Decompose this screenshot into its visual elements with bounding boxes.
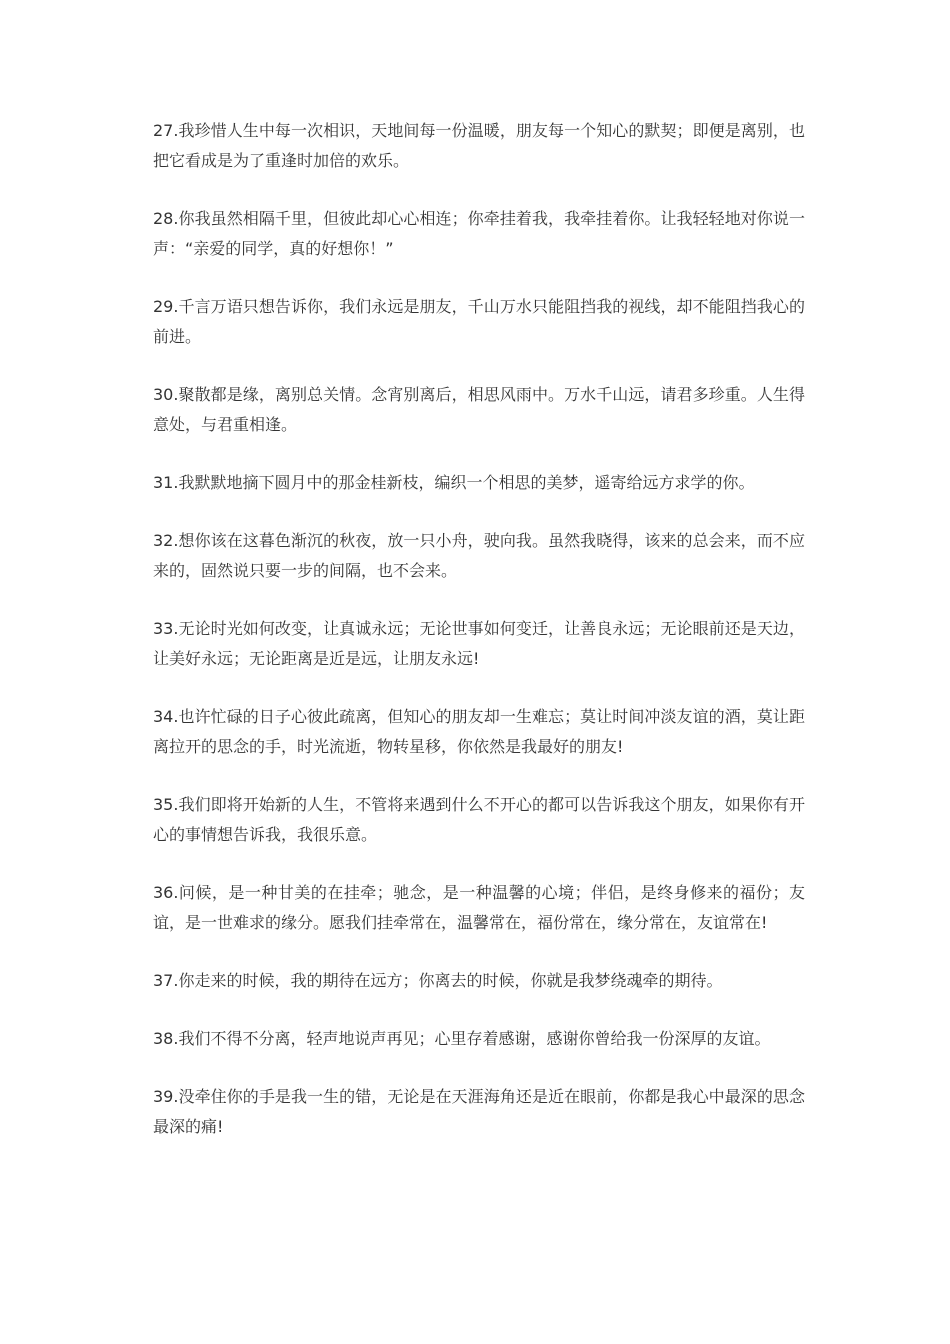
paragraph-31: 31.我默默地摘下圆月中的那金桂新枝，编织一个相思的美梦，遥寄给远方求学的你。 [153,473,755,492]
paragraph-37: 37.你走来的时候，我的期待在远方；你离去的时候，你就是我梦绕魂牵的期待。 [153,971,723,990]
paragraph-36: 36.问候，是一种甘美的在挂牵；驰念，是一种温馨的心境；伴侣，是终身修来的福份；友谊，是一世难求的缘分。愿我们挂牵常在，温馨常在，福份常在，缘分常在，友谊常在! [153,883,805,932]
paragraph-35: 35.我们即将开始新的人生，不管将来遇到什么不开心的都可以告诉我这个朋友，如果你有开心的事情想告诉我，我很乐意。 [153,795,805,844]
document-body [153,116,805,1170]
paragraph-38: 38.我们不得不分离，轻声地说声再见；心里存着感谢，感谢你曾给我一份深厚的友谊。 [153,1029,771,1048]
paragraph-32: 32.想你该在这暮色渐沉的秋夜，放一只小舟，驶向我。虽然我晓得，该来的总会来，而不应来的，固然说只要一步的间隔，也不会来。 [153,531,805,580]
paragraph-34: 34.也许忙碌的日子心彼此疏离，但知心的朋友却一生难忘；莫让时间冲淡友谊的酒，莫让距离拉开的思念的手，时光流逝，物转星移，你依然是我最好的朋友! [153,707,805,756]
paragraph-28: 28.你我虽然相隔千里，但彼此却心心相连；你牵挂着我，我牵挂着你。让我轻轻地对你说一声：“亲爱的同学，真的好想你！” [153,209,805,258]
paragraph-39: 39.没牵住你的手是我一生的错，无论是在天涯海角还是近在眼前，你都是我心中最深的思念最深的痛! [153,1087,805,1136]
paragraph-33: 33.无论时光如何改变，让真诚永远；无论世事如何变迁，让善良永远；无论眼前还是天边，让美好永远；无论距离是近是远，让朋友永远! [153,619,805,668]
paragraph-29: 29.千言万语只想告诉你，我们永远是朋友，千山万水只能阻挡我的视线，却不能阻挡我心的前进。 [153,297,805,346]
paragraph-30: 30.聚散都是缘，离别总关情。念宵别离后，相思风雨中。万水千山远，请君多珍重。人生得意处，与君重相逢。 [153,385,805,434]
paragraph-27: 27.我珍惜人生中每一次相识，天地间每一份温暖，朋友每一个知心的默契；即便是离别，也把它看成是为了重逢时加倍的欢乐。 [153,121,805,170]
